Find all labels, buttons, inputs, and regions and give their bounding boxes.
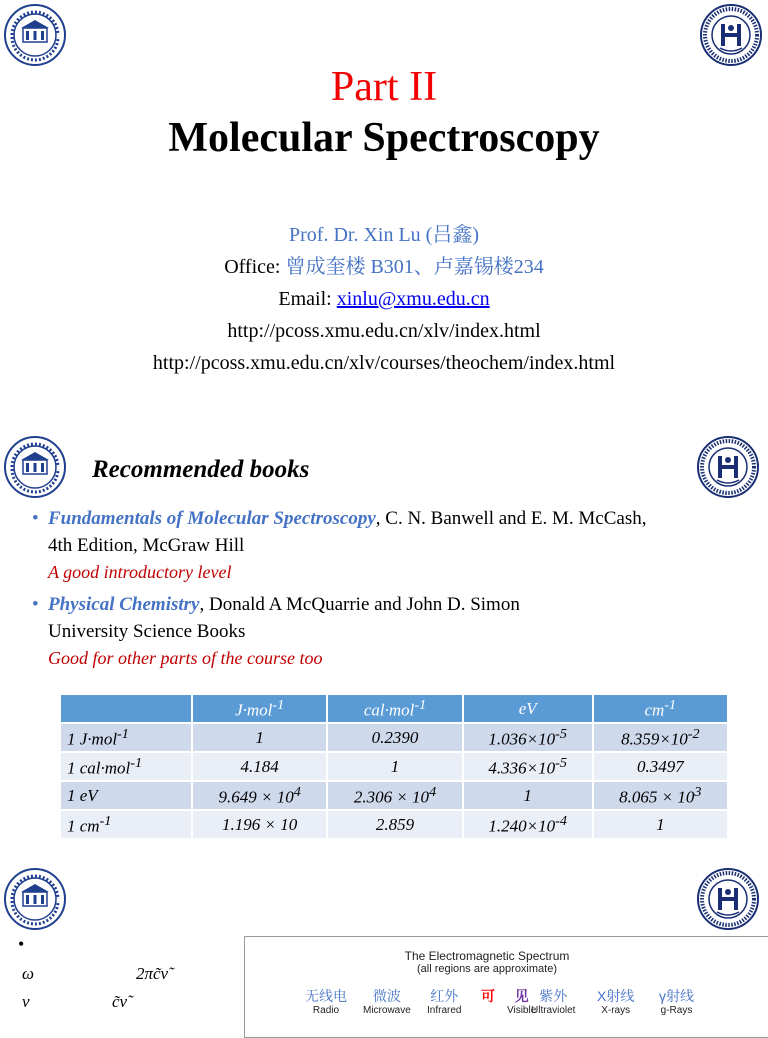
university-seal-logo bbox=[4, 868, 66, 930]
table-header-cell: cal·mol$^{-1}$ bbox=[327, 695, 462, 723]
university-seal-logo bbox=[4, 436, 66, 498]
table-cell: 1 bbox=[192, 723, 327, 752]
unit-conversion-table bbox=[61, 695, 729, 840]
band-name-en: X-rays bbox=[601, 1005, 631, 1016]
spectrum-band-label bbox=[597, 987, 634, 1017]
spectrum-band-label bbox=[659, 987, 694, 1017]
spectrum-subtitle: (all regions are approximate) bbox=[416, 963, 557, 975]
band-name-en: Radio bbox=[312, 1005, 340, 1016]
band-name-en: Microwave bbox=[363, 1005, 411, 1016]
omega-expression: 2πc̃ν̃ bbox=[136, 964, 169, 983]
homepage-url[interactable]: http://pcoss.xmu.edu.cn/xlv/index.html bbox=[227, 320, 541, 342]
spectrum-band-label bbox=[305, 987, 347, 1017]
table-cell: $2.306 \times 10^4$ bbox=[327, 781, 462, 810]
college-emblem-logo bbox=[700, 4, 762, 66]
book-publisher: University Science Books bbox=[48, 621, 246, 642]
book-item bbox=[32, 591, 520, 672]
bullet-icon: • bbox=[32, 508, 39, 529]
nu-symbol: ν bbox=[22, 992, 30, 1011]
university-seal-logo bbox=[4, 4, 66, 66]
table-row bbox=[61, 810, 728, 839]
course-title: Molecular Spectroscopy bbox=[168, 115, 600, 161]
email-line bbox=[0, 287, 768, 311]
email-label: Email: bbox=[278, 288, 332, 310]
table-cell: 1 bbox=[327, 752, 462, 781]
band-name-en: g-Rays bbox=[660, 1005, 693, 1016]
table-cell: $8.359\times 10^{-2}$ bbox=[593, 723, 728, 752]
email-link[interactable]: xinlu@xmu.edu.cn bbox=[336, 288, 490, 310]
table-header-cell: $cm^{-1}$ bbox=[593, 695, 728, 723]
table-cell: 1 bbox=[463, 781, 593, 810]
spectrum-band-label bbox=[531, 987, 575, 1017]
band-name-zh: γ射线 bbox=[659, 988, 694, 1004]
band-name-zh: 可 bbox=[481, 988, 495, 1004]
table-cell: 1 bbox=[593, 810, 728, 839]
professor-name: Prof. Dr. Xin Lu (吕鑫) bbox=[289, 224, 479, 246]
band-name-zh: X射线 bbox=[597, 988, 635, 1004]
table-cell: $9.649 \times 10^4$ bbox=[192, 781, 327, 810]
book-title: Fundamentals of Molecular Spectroscopy bbox=[48, 508, 376, 529]
bullet-icon: • bbox=[18, 934, 25, 954]
office-line bbox=[0, 255, 768, 279]
table-cell: $1.240\times 10^{-4}$ bbox=[463, 810, 593, 839]
band-name-zh: 红外 bbox=[430, 988, 459, 1004]
table-cell: 1 cal·mol$^{-1}$ bbox=[61, 752, 192, 781]
band-name-zh: 微波 bbox=[372, 988, 401, 1004]
college-emblem-logo bbox=[697, 436, 759, 498]
spectrum-band-label bbox=[427, 987, 461, 1017]
college-emblem-logo bbox=[697, 868, 759, 930]
book-title: Physical Chemistry bbox=[48, 594, 200, 615]
part-title: Part II bbox=[330, 64, 438, 110]
course-url[interactable]: http://pcoss.xmu.edu.cn/xlv/courses/theochem/index.html bbox=[152, 352, 616, 374]
table-cell: 1 $cm^{-1}$ bbox=[61, 810, 192, 839]
table-header-cell bbox=[61, 695, 192, 723]
band-name-en: Visible bbox=[507, 1005, 537, 1016]
spectrum-band-label bbox=[363, 987, 411, 1017]
recommended-books-heading: Recommended books bbox=[92, 456, 310, 483]
table-cell: 0.3497 bbox=[593, 752, 728, 781]
table-header-row bbox=[61, 695, 728, 723]
table-cell: $1.036\times 10^{-5}$ bbox=[463, 723, 593, 752]
band-name-zh: 见 bbox=[514, 988, 529, 1004]
table-row bbox=[61, 781, 728, 810]
table-header-cell: J·mol$^{-1}$ bbox=[192, 695, 327, 723]
bullet-icon: • bbox=[32, 594, 39, 615]
book-authors: , Donald A McQuarrie and John D. Simon bbox=[199, 594, 520, 615]
book-note: Good for other parts of the course too bbox=[48, 648, 323, 668]
table-header-cell: eV bbox=[463, 695, 593, 723]
band-name-zh: 紫外 bbox=[539, 988, 568, 1004]
band-name-en: Ultraviolet bbox=[531, 1005, 576, 1016]
band-name-en: Infrared bbox=[427, 1005, 462, 1016]
spectrum-band-label bbox=[481, 987, 495, 1005]
nu-expression: c̃ν̃ bbox=[112, 992, 128, 1011]
book-item bbox=[32, 505, 647, 586]
office-label: Office: bbox=[224, 256, 281, 278]
table-cell: $4.336\times 10^{-5}$ bbox=[463, 752, 593, 781]
table-cell: 1 eV bbox=[61, 781, 192, 810]
table-cell: 1 J·mol$^{-1}$ bbox=[61, 723, 192, 752]
spectrum-title: The Electromagnetic Spectrum bbox=[404, 949, 570, 963]
table-row bbox=[61, 752, 728, 781]
table-cell: 2.859 bbox=[327, 810, 462, 839]
table-cell: $8.065 \times 10^3$ bbox=[593, 781, 728, 810]
table-row bbox=[61, 723, 728, 752]
omega-symbol: ω bbox=[22, 964, 35, 983]
table-cell: 4.184 bbox=[192, 752, 327, 781]
table-cell: 1.196 × 10 bbox=[192, 810, 327, 839]
book-note: A good introductory level bbox=[48, 562, 232, 582]
book-edition: 4th Edition, McGraw Hill bbox=[48, 535, 245, 556]
band-name-zh: 无线电 bbox=[305, 988, 347, 1004]
book-authors: , C. N. Banwell and E. M. McCash, bbox=[375, 508, 647, 529]
office-value: 曾成奎楼 B301、卢嘉锡楼234 bbox=[285, 256, 544, 278]
electromagnetic-spectrum-figure bbox=[244, 936, 768, 1038]
table-cell: 0.2390 bbox=[327, 723, 462, 752]
